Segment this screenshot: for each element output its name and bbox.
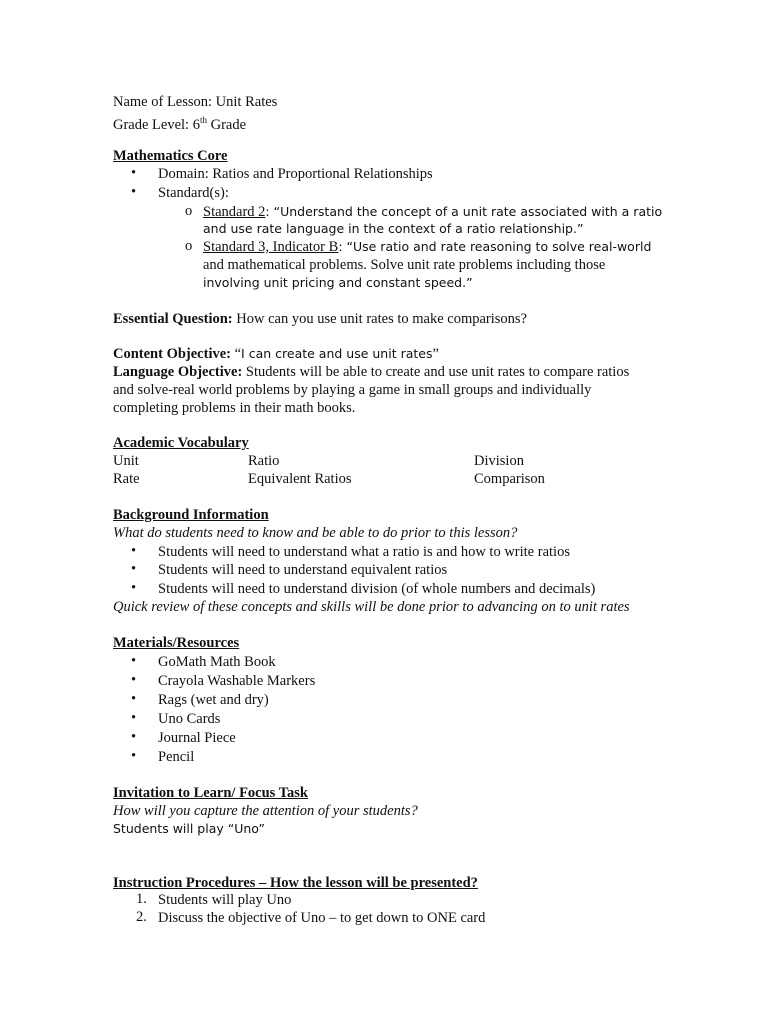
bullet-icon: • xyxy=(131,561,137,577)
background-prompt: What do students need to know and be able to do prior to this lesson? xyxy=(113,525,518,541)
vocab-term: Unit xyxy=(113,453,139,469)
vocab-term: Ratio xyxy=(248,453,280,469)
standard-3-line2: and mathematical problems. Solve unit rate problems including those xyxy=(203,257,606,273)
content-objective: Content Objective: “I can create and use unit rates” xyxy=(113,346,439,362)
vocab-term: Comparison xyxy=(474,471,545,487)
vocab-term: Division xyxy=(474,453,524,469)
bullet-icon: • xyxy=(131,672,137,688)
bullet-icon: • xyxy=(131,165,137,181)
background-heading: Background Information xyxy=(113,507,269,523)
material-item: Crayola Washable Markers xyxy=(158,673,316,689)
procedure-step: Discuss the objective of Uno – to get down to ONE card xyxy=(158,910,486,926)
sub-bullet-icon: o xyxy=(185,203,193,219)
vocab-heading: Academic Vocabulary xyxy=(113,435,249,451)
background-item: Students will need to understand what a ratio is and how to write ratios xyxy=(158,544,570,560)
materials-heading: Materials/Resources xyxy=(113,635,240,651)
language-objective-line2: and solve-real world problems by playing a game in small groups and individually xyxy=(113,382,592,398)
standards-item: Standard(s): xyxy=(158,185,229,201)
standard-3-line3: involving unit pricing and constant speed.” xyxy=(203,275,473,290)
background-note: Quick review of these concepts and skills will be done prior to advancing on to unit rates xyxy=(113,599,630,615)
bullet-icon: • xyxy=(131,653,137,669)
invitation-text: Students will play “Uno” xyxy=(113,821,265,836)
bullet-icon: • xyxy=(131,710,137,726)
material-item: Pencil xyxy=(158,749,195,765)
vocab-term: Equivalent Ratios xyxy=(248,471,352,487)
standard-2-line1: Standard 2: “Understand the concept of a unit rate associated with a ratio xyxy=(203,204,663,220)
procedure-step: Students will play Uno xyxy=(158,892,292,908)
invitation-prompt: How will you capture the attention of your students? xyxy=(113,803,418,819)
language-objective-line3: completing problems in their math books. xyxy=(113,400,356,416)
standard-2-line2: and use rate language in the context of a ratio relationship.” xyxy=(203,221,584,236)
lesson-name: Name of Lesson: Unit Rates xyxy=(113,94,278,110)
invitation-heading: Invitation to Learn/ Focus Task xyxy=(113,785,308,801)
bullet-icon: • xyxy=(131,184,137,200)
sub-bullet-icon: o xyxy=(185,238,193,254)
step-number: 1. xyxy=(136,891,147,907)
material-item: GoMath Math Book xyxy=(158,654,276,670)
bullet-icon: • xyxy=(131,580,137,596)
material-item: Journal Piece xyxy=(158,730,236,746)
step-number: 2. xyxy=(136,909,147,925)
material-item: Rags (wet and dry) xyxy=(158,692,269,708)
language-objective-line1: Language Objective: Students will be able to create and use unit rates to compare ratios xyxy=(113,364,630,380)
vocab-term: Rate xyxy=(113,471,140,487)
bullet-icon: • xyxy=(131,543,137,559)
math-core-heading: Mathematics Core xyxy=(113,148,228,164)
essential-question: Essential Question: How can you use unit rates to make comparisons? xyxy=(113,311,527,327)
bullet-icon: • xyxy=(131,729,137,745)
grade-level: Grade Level: 6th Grade xyxy=(113,115,247,133)
bullet-icon: • xyxy=(131,748,137,764)
bullet-icon: • xyxy=(131,691,137,707)
procedures-heading: Instruction Procedures – How the lesson will be presented? xyxy=(113,875,478,891)
background-item: Students will need to understand division (of whole numbers and decimals) xyxy=(158,581,596,597)
standard-3-line1: Standard 3, Indicator B: “Use ratio and rate reasoning to solve real-world xyxy=(203,239,652,255)
material-item: Uno Cards xyxy=(158,711,221,727)
domain-item: Domain: Ratios and Proportional Relationships xyxy=(158,166,433,182)
background-item: Students will need to understand equivalent ratios xyxy=(158,562,448,578)
